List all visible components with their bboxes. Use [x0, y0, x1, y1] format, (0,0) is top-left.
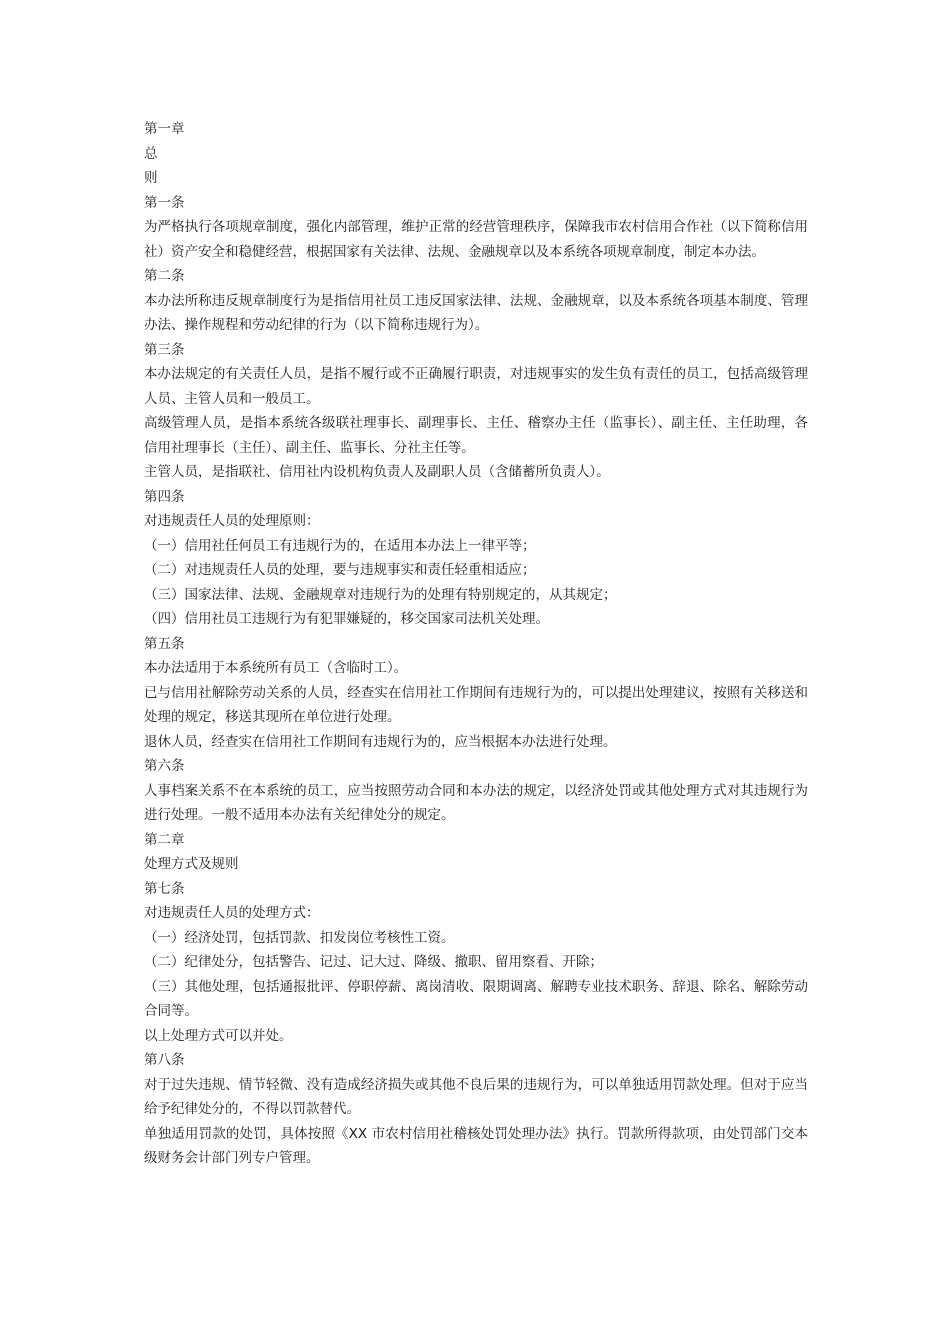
chapter-title: 处理方式及规则: [144, 856, 239, 872]
paragraph: 退休人员，经查实在信用社工作期间有违规行为的，应当根据本办法进行处理。: [144, 733, 617, 750]
paragraph: 本办法适用于本系统所有员工（含临时工）。: [144, 660, 408, 676]
article-heading: 第四条: [144, 488, 185, 505]
list-item: （三）国家法律、法规、金融规章对违规行为的处理有特别规定的，从其规定；: [144, 586, 617, 603]
paragraph: 单独适用罚款的处罚，具体按照《XX 市农村信用社稽核处罚处理办法》执行。罚款所得款项，由处罚部门交本级财务会计部门列专户管理。: [144, 1125, 808, 1166]
list-item: （一）信用社任何员工有违规行为的，在适用本办法上一律平等；: [144, 537, 536, 554]
paragraph: 高级管理人员，是指本系统各级联社理事长、副理事长、主任、稽察办主任（监事长）、副主任、主任助理，各信用社理事长（主任）、副主任、监事长、分社主任等。: [144, 415, 808, 456]
list-item: （四）信用社员工违规行为有犯罪嫌疑的，移交国家司法机关处理。: [144, 611, 549, 627]
list-item: （二）对违规责任人员的处理，要与违规事实和责任轻重相适应；: [144, 562, 536, 578]
paragraph: 人事档案关系不在本系统的员工，应当按照劳动合同和本办法的规定，以经济处罚或其他处理方式对其违规行为进行处理。一般不适用本办法有关纪律处分的规定。: [144, 782, 808, 823]
paragraph: 为严格执行各项规章制度，强化内部管理，维护正常的经营管理秩序，保障我市农村信用合作社（以下简称信用社）资产安全和稳健经营，根据国家有关法律、法规、金融规章以及本系统各项规章制度，制定本办法。: [144, 219, 808, 260]
list-item: （二）纪律处分，包括警告、记过、记大过、降级、撤职、留用察看、开除；: [144, 954, 603, 970]
chapter-title-part: 总: [144, 145, 158, 162]
paragraph: 对违规责任人员的处理方式：: [144, 905, 320, 921]
chapter-heading: 第二章: [144, 831, 185, 848]
article-heading: 第三条: [144, 341, 185, 358]
article-heading: 第五条: [144, 635, 185, 652]
paragraph: 对违规责任人员的处理原则：: [144, 513, 320, 529]
article-heading: 第八条: [144, 1052, 185, 1068]
paragraph: 本办法所称违反规章制度行为是指信用社员工违反国家法律、法规、金融规章，以及本系统各项基本制度、管理办法、操作规程和劳动纪律的行为（以下简称违规行为）。: [144, 292, 808, 333]
chapter-heading: 第一章: [144, 121, 185, 137]
document-body: [144, 117, 808, 1171]
list-item: （一）经济处罚，包括罚款、扣发岗位考核性工资。: [144, 929, 455, 946]
list-item: （三）其他处理，包括通报批评、停职停薪、离岗清收、限期调离、解聘专业技术职务、辞退、除名、解除劳动合同等。: [144, 978, 808, 1019]
article-heading: 第七条: [144, 880, 185, 897]
paragraph: 主管人员，是指联社、信用社内设机构负责人及副职人员（含储蓄所负责人）。: [144, 464, 610, 480]
article-heading: 第六条: [144, 758, 185, 774]
article-heading: 第一条: [144, 194, 185, 211]
paragraph: 以上处理方式可以并处。: [144, 1027, 293, 1044]
paragraph: 已与信用社解除劳动关系的人员，经查实在信用社工作期间有违规行为的，可以提出处理建议，按照有关移送和处理的规定，移送其现所在单位进行处理。: [144, 684, 808, 725]
paragraph: 本办法规定的有关责任人员，是指不履行或不正确履行职责，对违规事实的发生负有责任的员工，包括高级管理人员、主管人员和一般员工。: [144, 366, 808, 407]
paragraph: 对于过失违规、情节轻微、没有造成经济损失或其他不良后果的违规行为，可以单独适用罚款处理。但对于应当给予纪律处分的，不得以罚款替代。: [144, 1076, 808, 1117]
chapter-title-part: 则: [144, 170, 158, 186]
article-heading: 第二条: [144, 268, 185, 284]
